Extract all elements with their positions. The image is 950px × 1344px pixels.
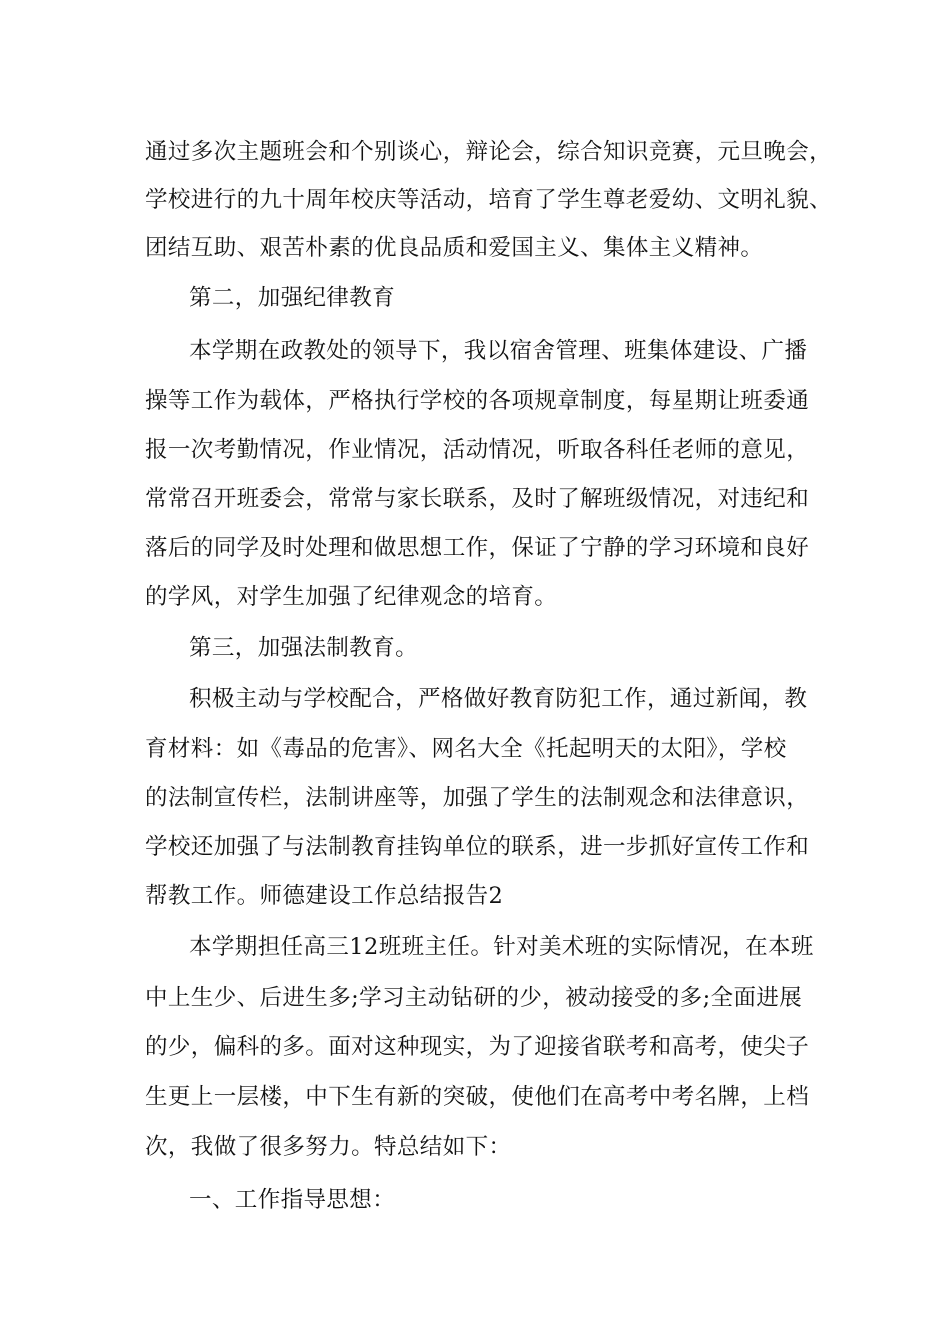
section-heading: 一、工作指导思想： [189,1187,396,1213]
body-text-line: 次，我做了很多努力。特总结如下： [145,1134,512,1160]
body-text-line: 学校进行的九十周年校庆等活动，培育了学生尊老爱幼、文明礼貌、 [145,187,833,213]
body-text-line: 团结互助、艰苦朴素的优良品质和爱国主义、集体主义精神。 [145,235,764,261]
body-text-line: 通过多次主题班会和个别谈心，辩论会，综合知识竞赛，元旦晚会， [145,139,833,165]
body-text-line: 报一次考勤情况，作业情况，活动情况，听取各科任老师的意见， [145,437,810,463]
body-text-line: 本学期担任高三12班班主任。针对美术班的实际情况，在本班 [189,934,814,960]
section-heading: 第二，加强纪律教育 [189,285,396,311]
body-text-line: 帮教工作。师德建设工作总结报告2 [145,883,504,909]
body-text-line: 常常召开班委会，常常与家长联系，及时了解班级情况，对违纪和 [145,486,810,512]
body-text-line: 的少，偏科的多。面对这种现实，为了迎接省联考和高考，使尖子 [145,1034,810,1060]
body-text-line: 操等工作为载体，严格执行学校的各项规章制度，每星期让班委通 [145,388,810,414]
body-text-line: 的学风，对学生加强了纪律观念的培育。 [145,584,558,610]
body-text-line: 中上生少、后进生多;学习主动钻研的少，被动接受的多;全面进展 [145,985,803,1011]
body-text-line: 育材料：如《毒品的危害》、网名大全《托起明天的太阳》，学校 [145,736,787,762]
body-text-line: 生更上一层楼，中下生有新的突破，使他们在高考中考名牌，上档 [145,1084,810,1110]
body-text-line: 的法制宣传栏，法制讲座等，加强了学生的法制观念和法律意识， [145,785,810,811]
body-text-line: 积极主动与学校配合，严格做好教育防犯工作，通过新闻，教 [189,686,808,712]
body-text-line: 落后的同学及时处理和做思想工作，保证了宁静的学习环境和良好 [145,535,810,561]
section-heading: 第三，加强法制教育。 [189,635,419,661]
body-text-line: 本学期在政教处的领导下，我以宿舍管理、班集体建设、广播 [189,338,808,364]
body-text-line: 学校还加强了与法制教育挂钩单位的联系，进一步抓好宣传工作和 [145,834,810,860]
